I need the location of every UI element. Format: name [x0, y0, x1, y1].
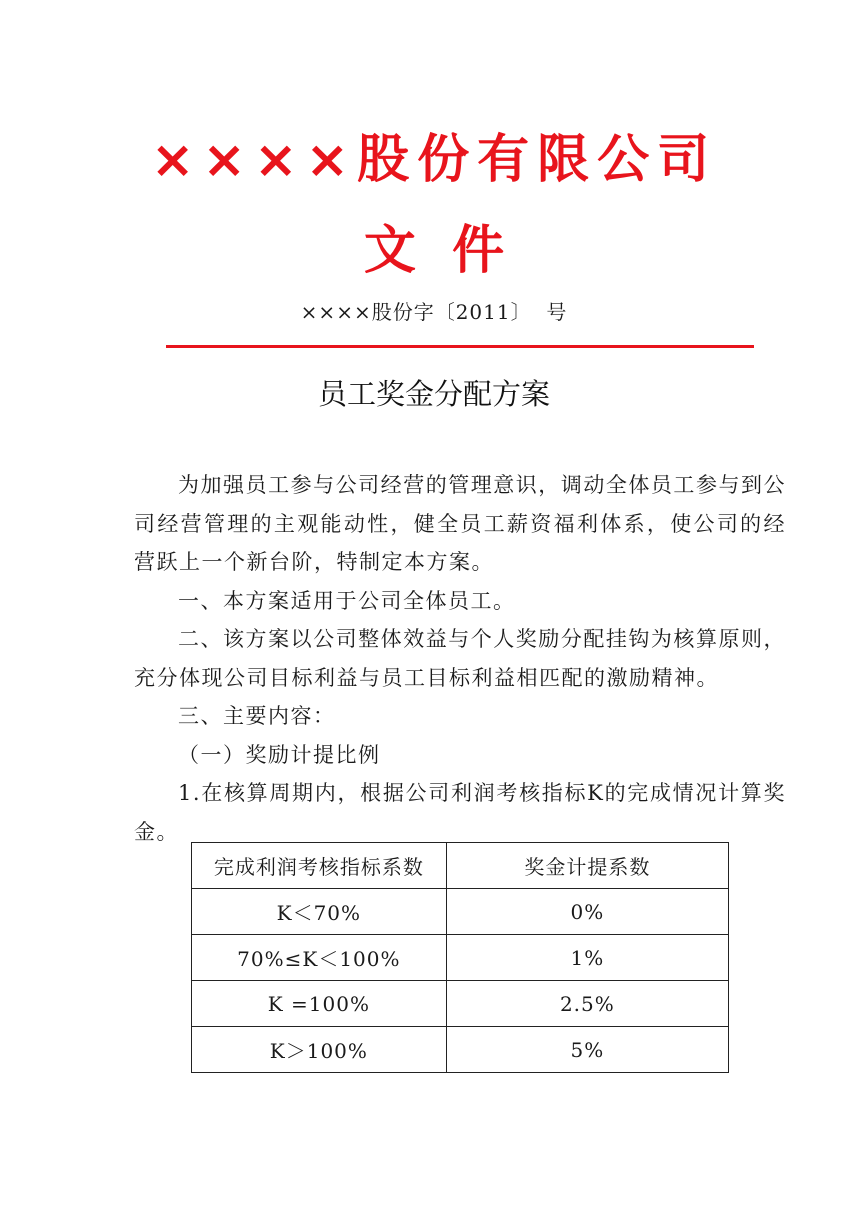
table-cell: K =100% — [192, 981, 447, 1027]
table-cell: 70%≤K＜100% — [192, 935, 447, 981]
table-cell: K＞100% — [192, 1027, 447, 1073]
table-header-cell: 奖金计提系数 — [446, 843, 728, 889]
red-header-rule — [166, 345, 754, 348]
paragraph-principle: 二、该方案以公司整体效益与个人奖励分配挂钩为核算原则，充分体现公司目标利益与员工目标利益相匹配的激励精神。 — [134, 627, 786, 690]
paragraph-scope: 一、本方案适用于公司全体员工。 — [178, 588, 516, 613]
table-row — [192, 889, 729, 935]
paragraph-subheading: （一）奖励计提比例 — [178, 742, 381, 767]
table-header-cell: 完成利润考核指标系数 — [192, 843, 447, 889]
document-label: 文 件 — [363, 221, 505, 281]
table-row — [192, 935, 729, 981]
table-cell: 1% — [446, 935, 728, 981]
table-row — [192, 981, 729, 1027]
plan-title: 员工奖金分配方案 — [317, 377, 550, 411]
body-text — [134, 466, 786, 851]
paragraph-content-heading: 三、主要内容： — [178, 704, 336, 728]
paragraph-item-1: 1.在核算周期内，根据公司利润考核指标K的完成情况计算奖金。 — [134, 781, 786, 844]
paragraph-intro: 为加强员工参与公司经营的管理意识，调动全体员工参与到公司经营管理的主观能动性，健全员工薪资福利体系，使公司的经营跃上一个新台阶，特制定本方案。 — [134, 473, 786, 574]
table-cell: 5% — [446, 1027, 728, 1073]
table-row — [192, 1027, 729, 1073]
table-cell: K＜70% — [192, 889, 447, 935]
bonus-ratio-table — [191, 842, 729, 1073]
company-name: ××××股份有限公司 — [150, 130, 718, 190]
document-number: ××××股份字〔2011〕 号 — [300, 300, 568, 324]
table-header-row — [192, 843, 729, 889]
table-cell: 2.5% — [446, 981, 728, 1027]
table-cell: 0% — [446, 889, 728, 935]
